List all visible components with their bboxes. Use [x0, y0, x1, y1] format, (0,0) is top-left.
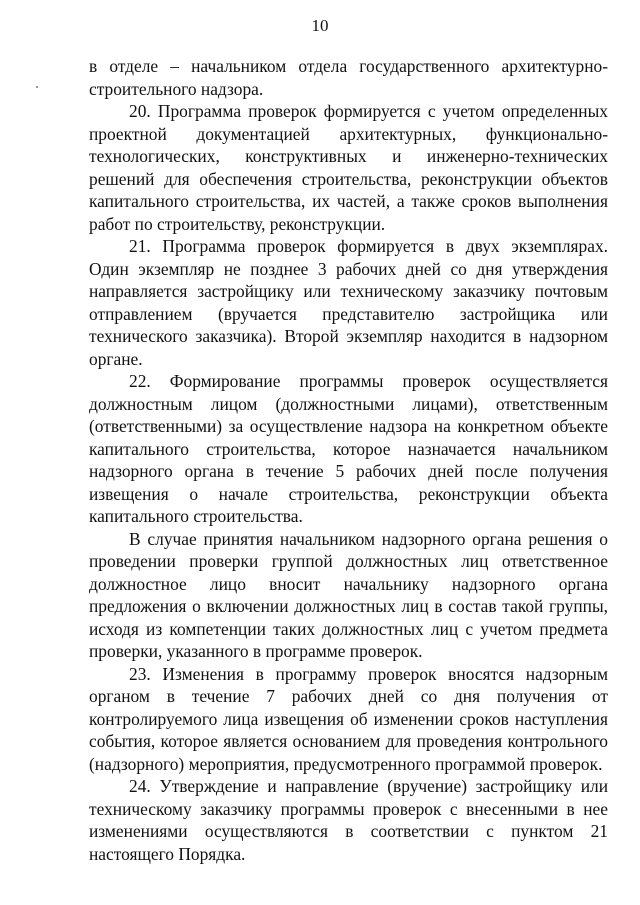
paragraph-item-24: 24. Утверждение и направление (вручение) застройщику или техническому заказчику программы проверок с внесенными в нее изменениями осуществляются в соответствии с пунктом 21 настоящего Порядка.	[89, 776, 608, 864]
paragraph-item-22: 22. Формирование программы проверок осуществляется должностным лицом (должностными лицами), ответственным (ответственными) за осуществление надзора на конкретном объекте капитального строительства, которое назначается начальником надзорного органа в течение 5 рабочих дней после получения извещения о начале строительства, реконструкции объекта капитального строительства.	[89, 371, 608, 526]
paragraph-item-23: 23. Изменения в программу проверок вносятся надзорным органом в течение 7 рабочих дней со дня получения от контролируемого лица извещения об изменении сроков наступления события, которое является основанием для проведения контрольного (надзорного) мероприятия, предусмотренного программой проверок.	[89, 663, 608, 774]
document-body	[89, 55, 608, 865]
paragraph-item-20: 20. Программа проверок формируется с учетом определенных проектной документацией архитектурных, функционально-технологических, конструктивных и инженерно-технических решений для обеспечения строительства, реконструкции объектов капитального строительства, их частей, а также сроков выполнения работ по строительству, реконструкции.	[89, 101, 608, 234]
paragraph-group-inspection: В случае принятия начальником надзорного органа решения о проведении проверки группой должностных лиц ответственное должностное лицо вносит начальнику надзорного органа предложения о включении должностных лиц в состав такой группы, исходя из компетенции таких должностных лиц с учетом предмета проверки, указанного в программе проверок.	[89, 528, 608, 661]
page-number: 10	[311, 16, 329, 35]
scan-speck	[36, 86, 38, 88]
paragraph-item-21: 21. Программа проверок формируется в двух экземплярах. Один экземпляр не позднее 3 рабочих дней со дня утверждения направляется застройщику или техническому заказчику почтовым отправлением (вручается представителю застройщика или технического заказчика). Второй экземпляр находится в надзорном органе.	[89, 236, 608, 369]
paragraph-continuation: в отделе – начальником отдела государственного архитектурно-строительного надзора.	[89, 56, 608, 99]
